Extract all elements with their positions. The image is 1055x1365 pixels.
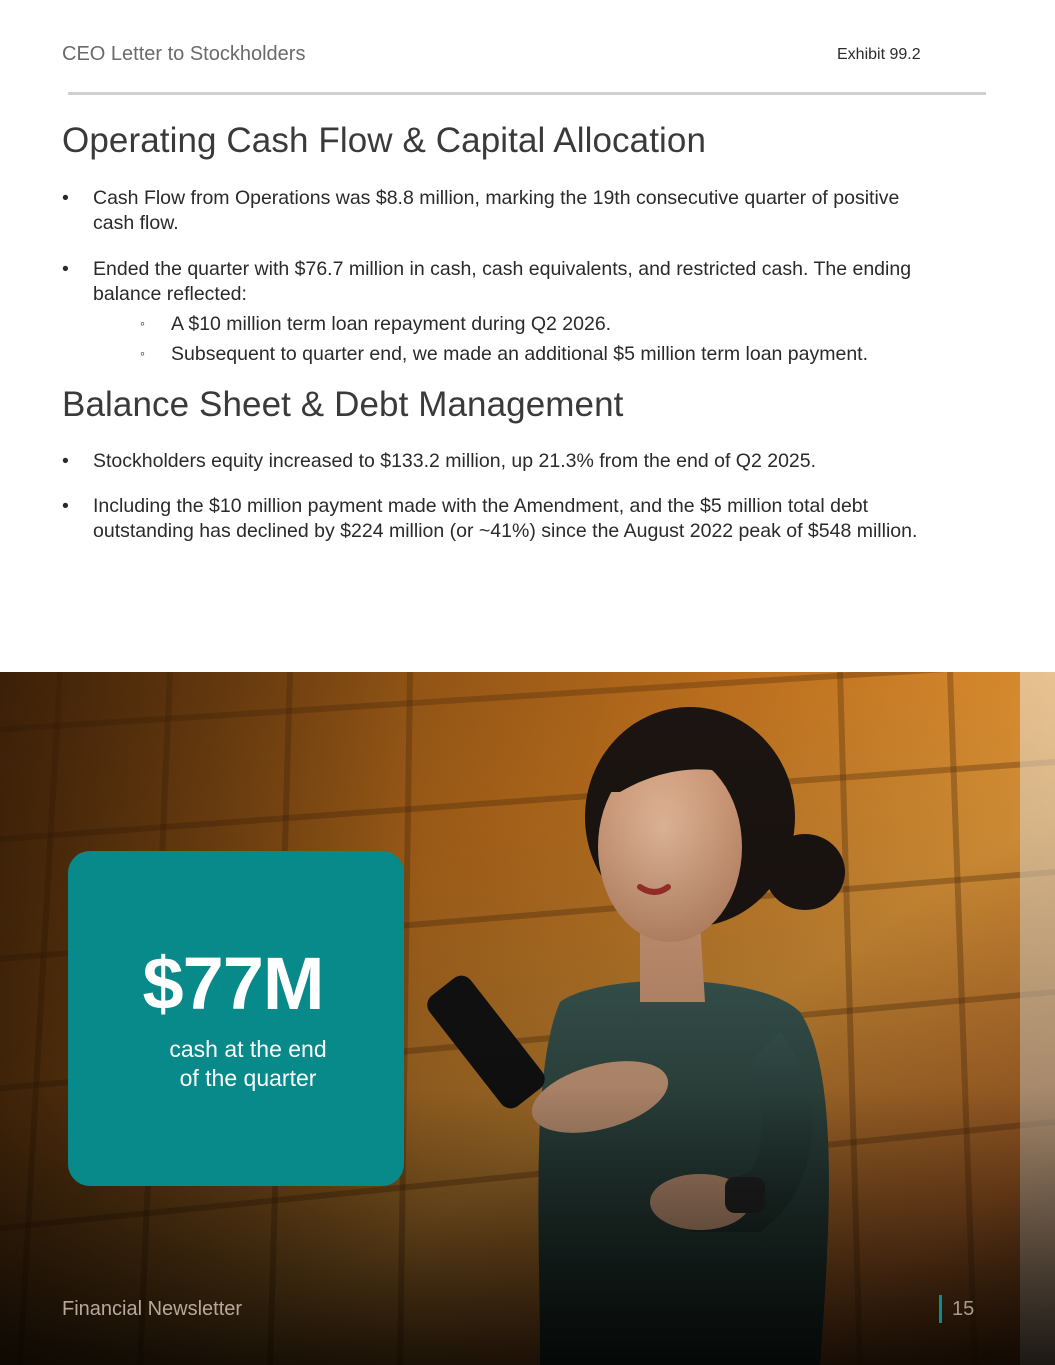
list-item (62, 494, 922, 543)
bullet-icon: • (62, 495, 69, 517)
bullet-icon: • (62, 450, 69, 472)
footer-accent-bar (939, 1295, 942, 1323)
stat-value: $77M (142, 942, 324, 1025)
bullet-text: Stockholders equity increased to $133.2 million, up 21.3% from the end of Q2 2025. (93, 450, 817, 472)
bullet-text: Ended the quarter with $76.7 million in cash, cash equivalents, and restricted cash. The ending balance reflected: (93, 258, 912, 305)
bullet-icon: • (62, 258, 69, 280)
footer-publication: Financial Newsletter (62, 1298, 243, 1320)
list-item (62, 449, 922, 474)
sub-list-item (140, 312, 940, 337)
stat-caption-line: of the quarter (179, 1065, 317, 1091)
stat-caption (168, 1035, 328, 1093)
document-title: CEO Letter to Stockholders (62, 43, 306, 65)
sub-bullet-icon: ◦ (140, 315, 145, 331)
list-item (62, 257, 922, 306)
exhibit-label: Exhibit 99.2 (837, 46, 921, 63)
sub-bullet-text: A $10 million term loan repayment during Q2 2026. (171, 313, 612, 335)
bullet-text: Cash Flow from Operations was $8.8 million, marking the 19th consecutive quarter of positive cash flow. (93, 187, 900, 234)
sub-list-item (140, 342, 940, 367)
bullet-icon: • (62, 187, 69, 209)
page-number: 15 (952, 1298, 975, 1320)
sub-bullet-icon: ◦ (140, 345, 145, 361)
list-item (62, 186, 922, 235)
section-title-balance-sheet: Balance Sheet & Debt Management (62, 385, 624, 424)
bullet-text: Including the $10 million payment made with the Amendment, and the $5 million total debt outstanding has declined by $224 million (or ~41%) since the August 2022 peak of $548 million. (93, 495, 918, 542)
header-divider (68, 92, 986, 95)
section-title-cash-flow: Operating Cash Flow & Capital Allocation (62, 121, 707, 160)
stat-card (68, 851, 404, 1186)
stat-caption-line: cash at the end (169, 1036, 327, 1062)
sub-bullet-text: Subsequent to quarter end, we made an additional $5 million term loan payment. (171, 343, 869, 365)
